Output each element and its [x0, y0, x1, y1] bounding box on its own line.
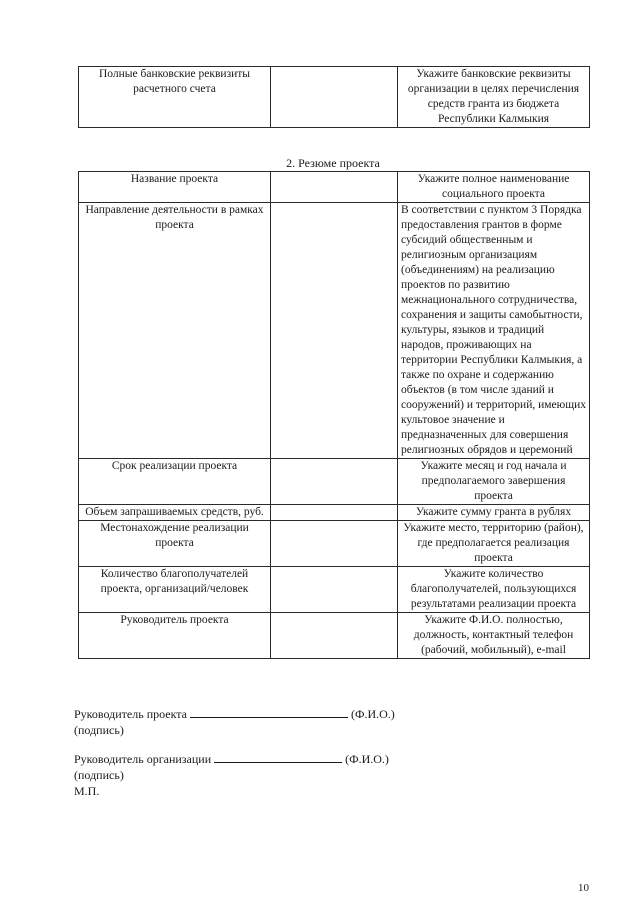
project-name-label: Название проекта	[79, 172, 271, 203]
beneficiaries-value-cell[interactable]	[271, 567, 398, 613]
activity-direction-label: Направление деятельности в рамках проекта	[79, 203, 271, 459]
org-head-signature-caption: (подпись)	[74, 768, 124, 782]
section-title: 2. Резюме проекта	[286, 156, 380, 170]
stamp-label: М.П.	[74, 784, 100, 798]
location-label: Местонахождение реализации проекта	[79, 521, 271, 567]
requested-amount-label: Объем запрашиваемых средств, руб.	[79, 505, 271, 521]
table-row	[79, 67, 590, 128]
activity-direction-hint: В соответствии с пунктом 3 Порядка предоставления грантов в форме субсидий общественным и религиозным организациям (объединениям) на реализацию проектов по развитию межнационального сотрудничества, сохранения и защиты самобытности, культуры, языков и традиций народов, проживающих на территории Республики Калмыкия, а также по охране и содержанию объектов (в том числе зданий и сооружений) и территорий, имеющих культовое значение и предназначенных для совершения религиозных обрядов и церемоний	[398, 203, 590, 459]
project-head-value-cell[interactable]	[271, 613, 398, 659]
activity-direction-value-cell[interactable]	[271, 203, 398, 459]
implementation-period-hint: Укажите месяц и год начала и предполагаемого завершения проекта	[398, 459, 590, 505]
table-row	[79, 505, 590, 521]
bank-details-label: Полные банковские реквизиты расчетного счета	[79, 67, 271, 128]
project-name-hint: Укажите полное наименование социального проекта	[398, 172, 590, 203]
location-value-cell[interactable]	[271, 521, 398, 567]
project-summary-table	[78, 171, 590, 659]
table-row	[79, 613, 590, 659]
project-head-signature-block	[74, 706, 395, 738]
table-row	[79, 203, 590, 459]
project-head-label: Руководитель проекта	[79, 613, 271, 659]
table-row	[79, 459, 590, 505]
bank-details-hint: Укажите банковские реквизиты организации в целях перечисления средств гранта из бюджета Республики Калмыкия	[398, 67, 590, 128]
beneficiaries-label: Количество благополучателей проекта, организаций/человек	[79, 567, 271, 613]
project-name-value-cell[interactable]	[271, 172, 398, 203]
org-head-signature-label: Руководитель организации	[74, 752, 212, 766]
requested-amount-value-cell[interactable]	[271, 505, 398, 521]
table-row	[79, 567, 590, 613]
project-head-signature-label: Руководитель проекта	[74, 707, 187, 721]
org-head-signature-line[interactable]	[214, 751, 342, 763]
implementation-period-value-cell[interactable]	[271, 459, 398, 505]
implementation-period-label: Срок реализации проекта	[79, 459, 271, 505]
bank-details-value-cell[interactable]	[271, 67, 398, 128]
table-row	[79, 172, 590, 203]
page-number: 10	[578, 882, 589, 894]
requested-amount-hint: Укажите сумму гранта в рублях	[398, 505, 590, 521]
org-head-fio-label: (Ф.И.О.)	[345, 752, 389, 766]
bank-details-table	[78, 66, 590, 128]
project-head-fio-label: (Ф.И.О.)	[350, 707, 395, 721]
org-head-signature-block	[74, 751, 389, 799]
beneficiaries-hint: Укажите количество благополучателей, пользующихся результатами реализации проекта	[398, 567, 590, 613]
location-hint: Укажите место, территорию (район), где предполагается реализация проекта	[398, 521, 590, 567]
table-row	[79, 521, 590, 567]
project-head-hint: Укажите Ф.И.О. полностью, должность, контактный телефон (рабочий, мобильный), e-mail	[398, 613, 590, 659]
project-head-signature-line[interactable]	[190, 706, 348, 718]
project-head-signature-caption: (подпись)	[74, 723, 124, 737]
